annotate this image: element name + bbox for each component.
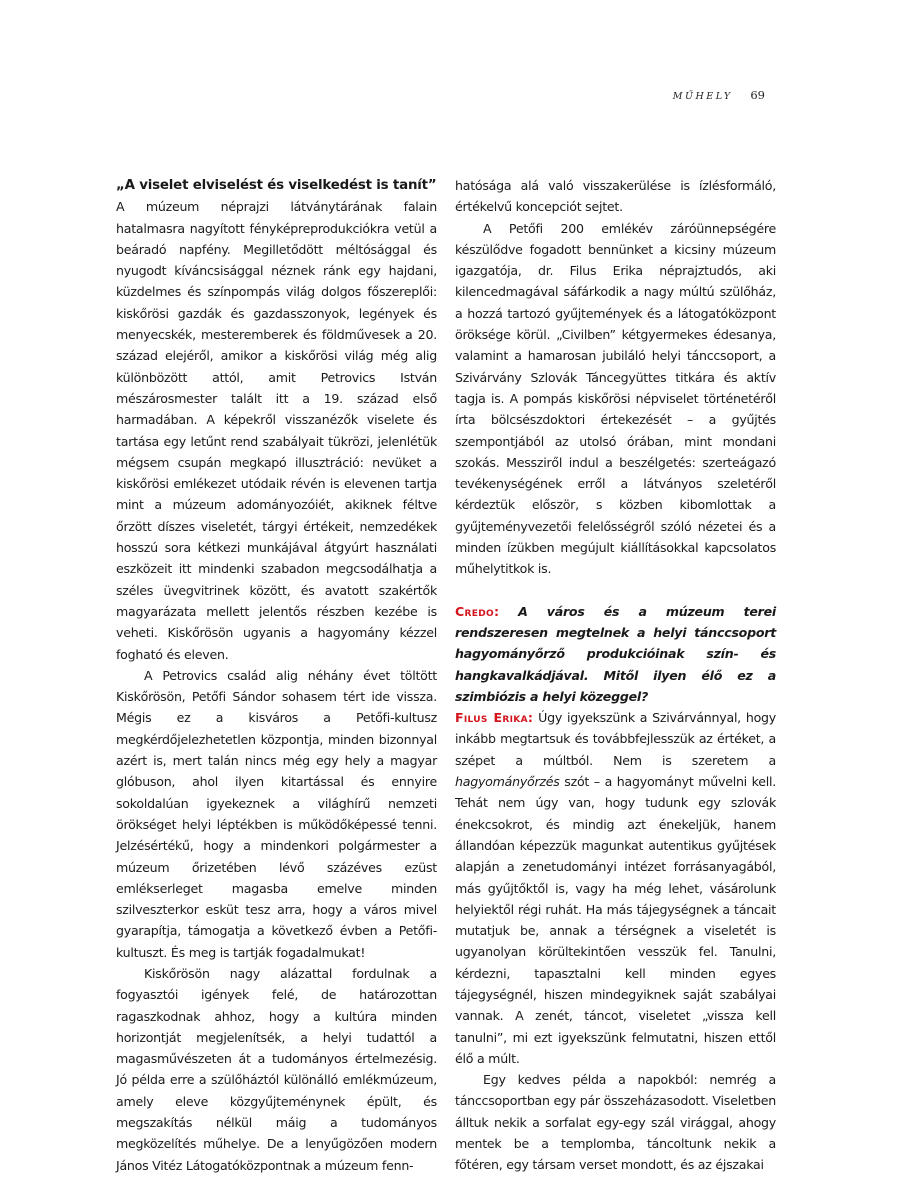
running-head xyxy=(600,88,765,102)
paragraph-intro: A múzeum néprajzi látványtárának falain hatalmasra nagyított fényképreprodukciókra vetül a beáradó napfény. Megilletődött méltósággal és nyugodt kíváncsisággal néznek ránk egy hajdani, küzdelmes és színpompás világ dolgos főszereplői: kiskőrösi gazdák és gazdasszonyok, legények és menyecskék, mesteremberek és földművesek a 20. század elejéről, amikor a kiskőrösi világ még alig különbözött attól, amit Petrovics István mészárosmester talált itt a 19. század első harmadában. A képekről visszanézők viselete és tartása egy letűnt rend szabályait tükrözi, jelenlétük mégsem csupán megkapó illusztráció: nevüket a kiskőrösi emlékezet utódaik révén is elevenen tartja mint a múzeum adományozóiét, akiknek féltve őrzött díszes viseletét, tárgyi értékeit, nemzedékek hosszú sora kétkezi munkájával átgyúrt használati eszközeit itt mindenki szabadon megcsodálhatja a széles üvegvitrinek között, és avatott szakértők magyarázata mellett jelentős részben kezébe is veheti. Kiskőrösön ugyanis a hagyomány kézzel fogható és eleven. xyxy=(116,199,437,662)
section-heading: „A viselet elviselést és viselkedést is tanít” xyxy=(116,178,437,193)
answer-text-1: Úgy igyekszünk a Szivárvánnyal, hogy inkább megtartsuk és továbbfejlesszük az értéket, a szépet a múltból. Nem is szeretem a xyxy=(455,710,776,768)
page-number: 69 xyxy=(750,88,765,102)
question-text: A város és a múzeum terei rendszeresen megtelnek a helyi tánccsoport hagyományőrző produkcióinak szín- és hangkavalkádjával. Mitől ilyen élő ez a szimbiózis a helyi közeggel? xyxy=(455,603,776,704)
right-column xyxy=(455,175,776,1176)
interview-question xyxy=(455,601,776,707)
left-column xyxy=(116,175,437,1176)
paragraph-kiskoros: Kiskőrösön nagy alázattal fordulnak a fogyasztói igények felé, de határozottan ragaszkodnak ahhoz, hogy a kultúra minden horizontját megjelenítsék, a helyi tudattól a magasművészeten át a tudományos értelmezésig. Jó példa erre a szülőháztól különálló emlékmúzeum, amely eleve közgyűjteménynek épült, és megszakítás nélkül máig a tudományos megközelítés műhelye. De a lenyűgözően modern János Vitéz Látogatóközpontnak a múzeum fenn- xyxy=(116,965,437,1173)
answer-label: Filus Erika: xyxy=(455,710,534,726)
answer-text-2: szót – a hagyományt művelni kell. Tehát nem úgy van, hogy tudunk egy szlovák énekcsokrot, és mindig azt énekeljük, hanem állandóan képezzük magunkat autentikus gyűjtések alapján a zenetudományi intézet forrásanyagából, más gyűjtőktől is, vagy ha még lehet, vásárolunk helyiektől régi ruhát. Ha más tájegységnek a táncait mutatjuk be, annak a térségnek a viseletét is ugyanolyan körültekintően vesszük fel. Tanulni, kérdezni, tapasztalni kell minden egyes tájegységnél, hiszen mindegyiknek saját szabályai vannak. A zenét, táncot, viseletet „vissza kell tanulni”, mi ezt igyekszünk felmutatni, hiszen ettől élő a múlt. xyxy=(455,774,776,1066)
question-label: Credo: xyxy=(455,603,500,619)
section-title: MŰHELY xyxy=(672,91,733,102)
answer-emphasis: hagyományőrzés xyxy=(455,774,560,790)
paragraph-wedding-example: Egy kedves példa a napokból: nemrég a tánccsoportban egy pár összeházasodott. Viseletben álltuk nekik a sorfalat egy-egy szál virággal, ahogy mentek be a templomba, táncoltunk nekik a főtéren, egy társam verset mondott, és az éjszakai xyxy=(455,1072,776,1173)
paragraph-petrovics: A Petrovics család alig néhány évet töltött Kiskőrösön, Petőfi Sándor sohasem tért ide vissza. Mégis ez a kisváros a Petőfi-kultusz megkérdőjelezhetetlen központja, minden bizonnyal azért is, mert talán nincs még egy hely a magyar glóbuson, ahol ilyen kitartással és ennyire sokoldalúan igyekeznek a világhírű nemzeti örökséget helyi léptékben is működőképessé tenni. Jelzésértékű, hogy a mindenkori polgármester a múzeum őrizetében lévő százéves ezüst emlékserleget magasba emelve minden szilveszterkor esküt tesz arra, hogy a város mivel gyarapítja, támogatja a következő évben a Petőfi-kultuszt. És meg is tartják fogadalmukat! xyxy=(116,667,437,960)
paragraph-continuation: hatósága alá való visszakerülése is ízlésformáló, értékelvű koncepciót sejtet. xyxy=(455,178,776,215)
paragraph-director-intro: A Petőfi 200 emlékév záróünnepségére készülődve fogadott bennünket a kicsiny múzeum igazgatója, dr. Filus Erika néprajztudós, aki kilencedmagával sáfárkodik a nagy múltú szülőház, a hozzá tartozó gyűjtemények és a látogatóközpont öröksége körül. „Civilben” kétgyermekes édesanya, valamint a hamarosan jubiláló helyi tánccsoport, a Szivárvány Szlovák Táncegyüttes titkára és aktív tagja is. A pompás kiskőrösi népviselet történetéről írta bölcsészdoktori értekezését – a gyűjtés szempontjából az utolsó órában, mint mondani szokás. Messziről indul a beszélgetés: szerteágazó tevékenységének erről a látványos szeletéről kérdeztük először, s közben kibomlottak a gyűjteményvezetői felelősségről szóló nézetei és a minden ízükben megújult kiállításokkal kapcsolatos műhelytitkok is. xyxy=(455,220,776,577)
interview-answer xyxy=(455,707,776,1069)
